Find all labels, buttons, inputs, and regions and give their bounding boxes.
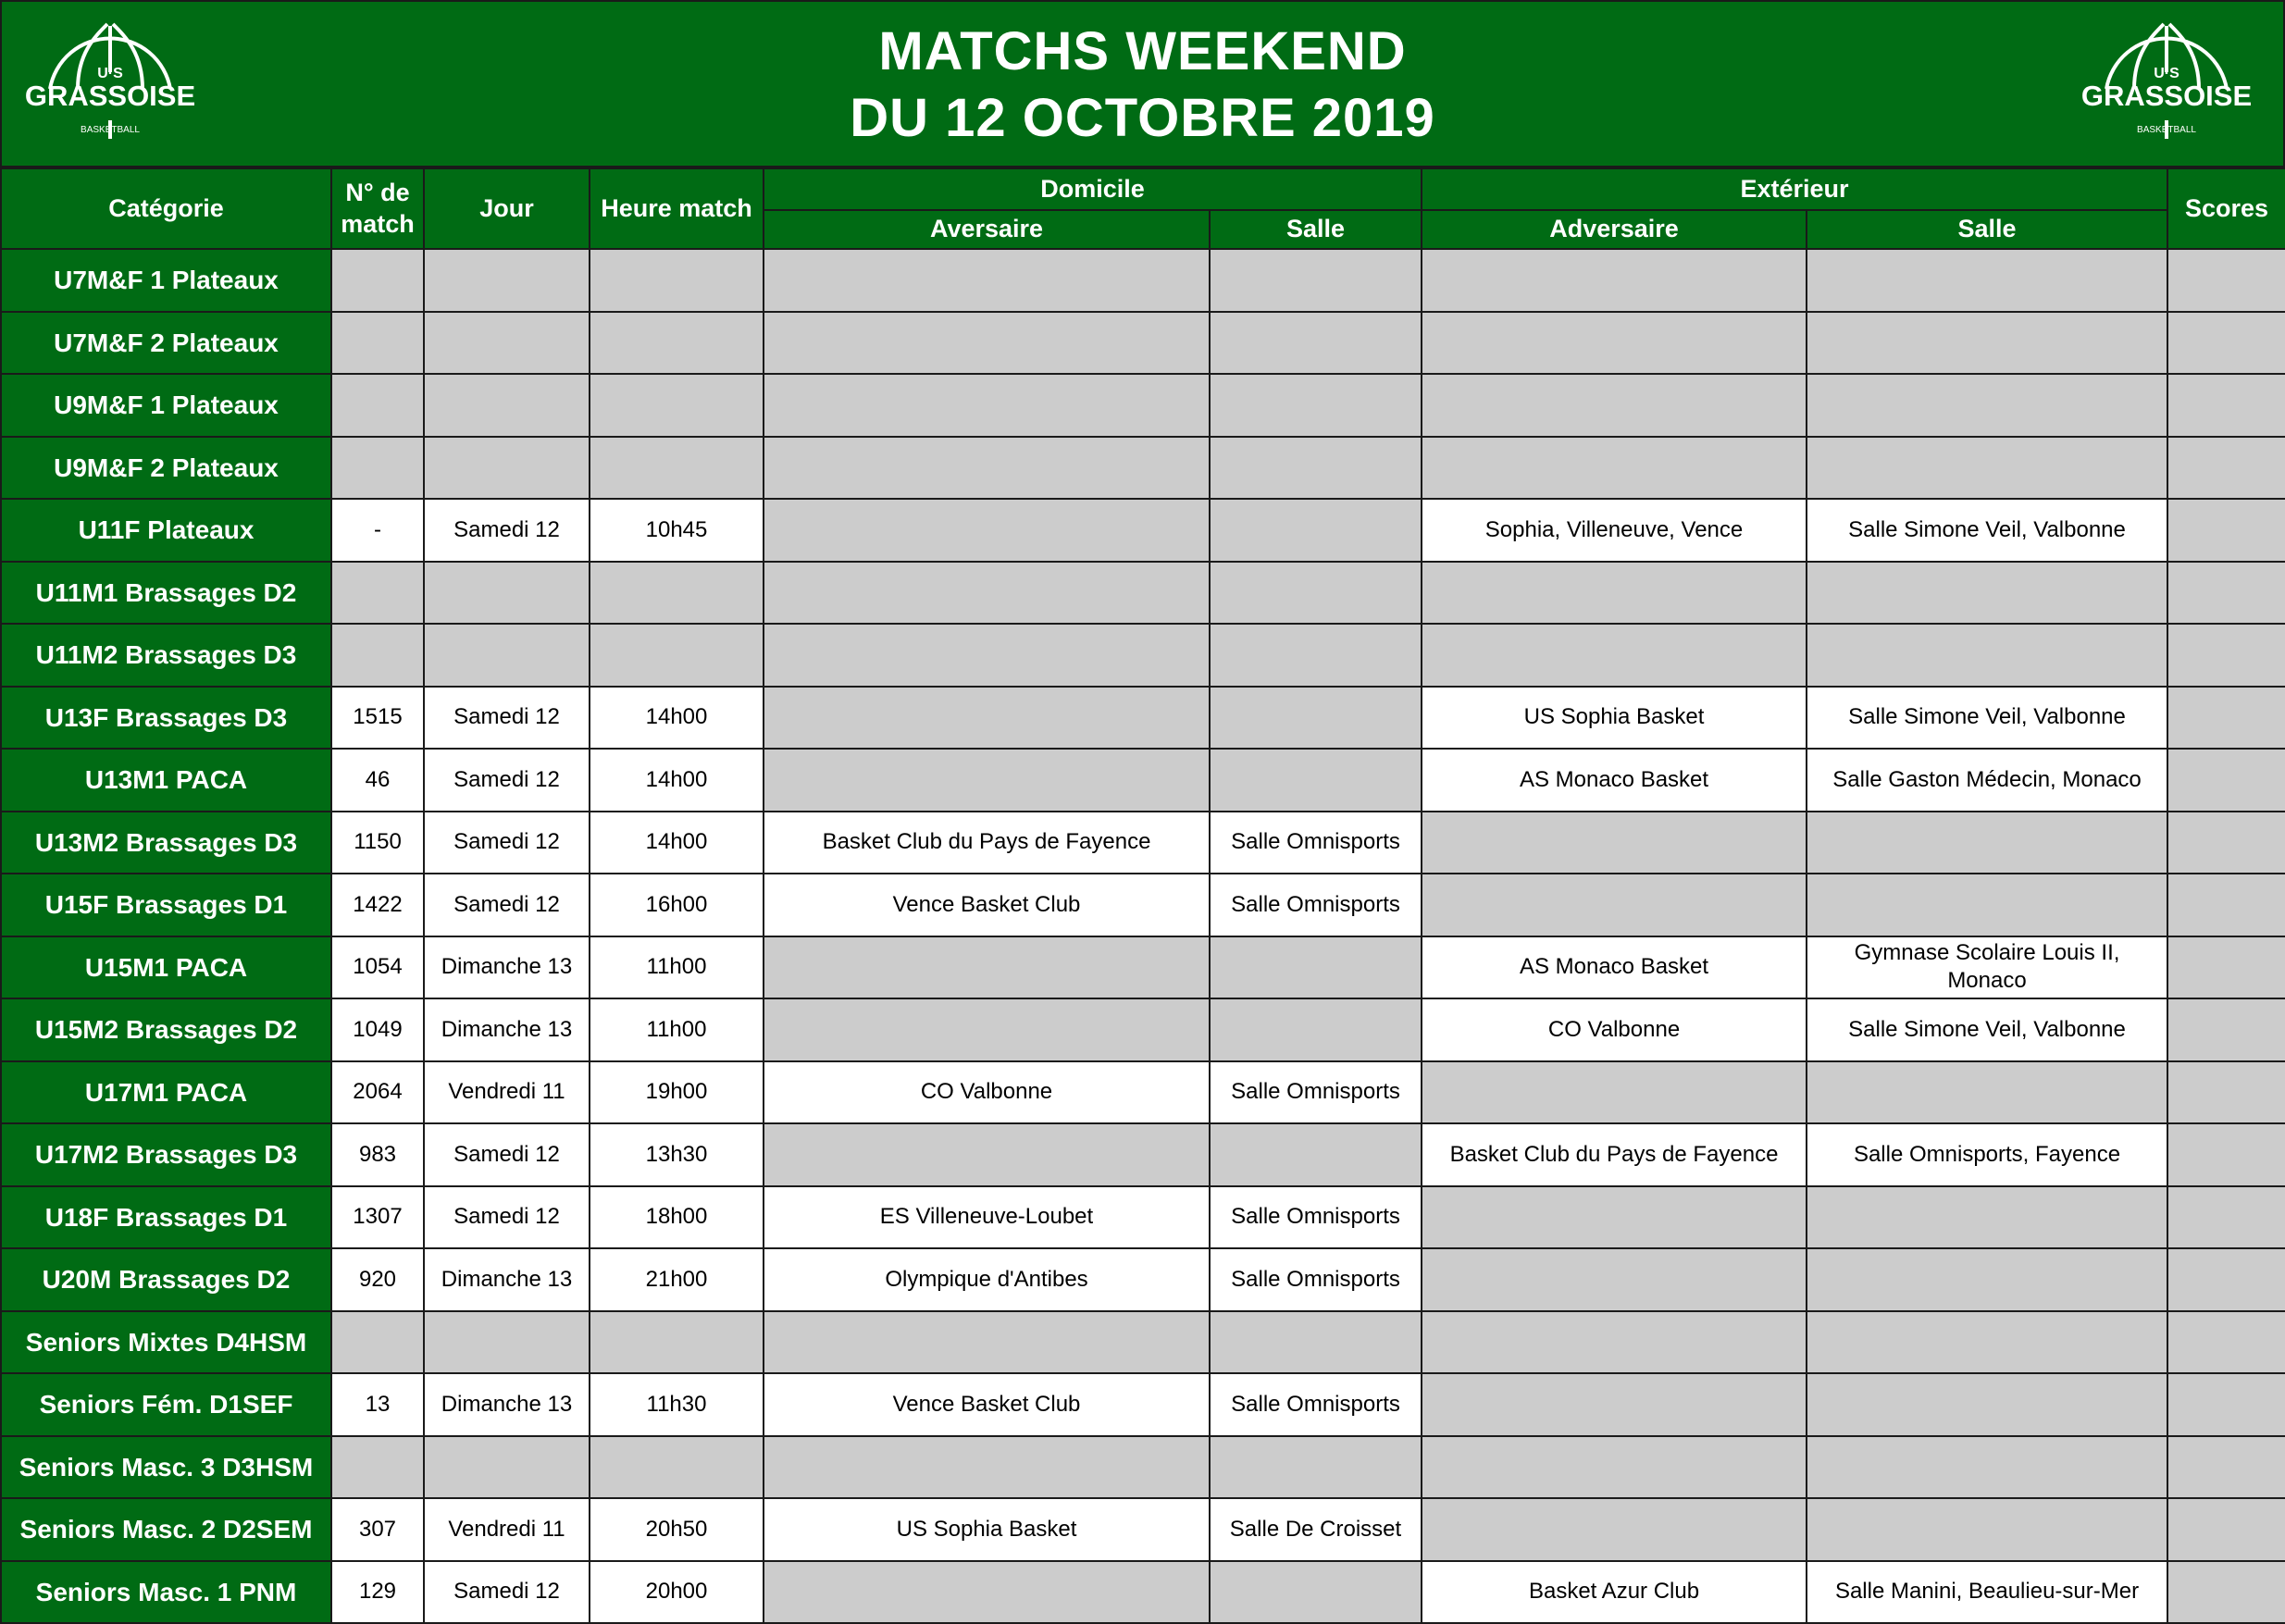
time-cell <box>590 1436 764 1499</box>
logo-club-name: GRASSOISE <box>24 80 196 112</box>
home-opponent-cell: Vence Basket Club <box>764 1373 1210 1436</box>
time-cell: 20h50 <box>590 1498 764 1561</box>
match-number-cell: 2064 <box>331 1061 424 1124</box>
away-opponent-cell: US Sophia Basket <box>1422 687 1807 750</box>
home-venue-cell: Salle Omnisports <box>1210 1186 1422 1249</box>
category-cell: U20M Brassages D2 <box>1 1248 331 1311</box>
score-cell <box>2167 312 2285 375</box>
home-venue-cell: Salle Omnisports <box>1210 1061 1422 1124</box>
score-cell <box>2167 437 2285 500</box>
day-cell: Samedi 12 <box>424 749 590 812</box>
away-venue-cell: Salle Manini, Beaulieu-sur-Mer <box>1807 1561 2167 1624</box>
day-cell <box>424 249 590 312</box>
score-cell <box>2167 812 2285 874</box>
home-venue-cell <box>1210 1123 1422 1186</box>
match-number-cell <box>331 1436 424 1499</box>
away-venue-cell: Salle Simone Veil, Valbonne <box>1807 998 2167 1061</box>
page-title: MATCHS WEEKEND <box>878 21 1407 81</box>
score-cell <box>2167 687 2285 750</box>
time-cell: 13h30 <box>590 1123 764 1186</box>
logo-prefix: U·S <box>97 66 123 81</box>
away-venue-cell <box>1807 374 2167 437</box>
away-venue-cell <box>1807 1248 2167 1311</box>
category-cell: Seniors Mixtes D4HSM <box>1 1311 331 1374</box>
day-cell: Dimanche 13 <box>424 998 590 1061</box>
home-opponent-cell <box>764 1436 1210 1499</box>
home-venue-cell <box>1210 936 1422 999</box>
table-row <box>1 749 2285 812</box>
table-row <box>1 1123 2285 1186</box>
match-number-cell <box>331 1311 424 1374</box>
score-cell <box>2167 1123 2285 1186</box>
category-cell: U11F Plateaux <box>1 499 331 562</box>
day-cell <box>424 1311 590 1374</box>
column-group-domicile: Domicile <box>764 168 1422 210</box>
away-venue-cell <box>1807 562 2167 625</box>
score-cell <box>2167 249 2285 312</box>
day-cell <box>424 624 590 687</box>
score-cell <box>2167 562 2285 625</box>
score-cell <box>2167 1373 2285 1436</box>
away-opponent-cell <box>1422 1436 1807 1499</box>
match-number-cell: 1054 <box>331 936 424 999</box>
home-opponent-cell: US Sophia Basket <box>764 1498 1210 1561</box>
away-opponent-cell <box>1422 312 1807 375</box>
column-group-exterieur: Extérieur <box>1422 168 2167 210</box>
column-header-jour: Jour <box>424 168 590 249</box>
time-cell <box>590 562 764 625</box>
score-cell <box>2167 936 2285 999</box>
home-opponent-cell <box>764 312 1210 375</box>
away-venue-cell <box>1807 1311 2167 1374</box>
away-venue-cell <box>1807 312 2167 375</box>
table-row <box>1 812 2285 874</box>
table-row <box>1 437 2285 500</box>
match-number-cell: 1150 <box>331 812 424 874</box>
away-venue-cell <box>1807 624 2167 687</box>
column-header-exterieur-adversaire: Adversaire <box>1422 210 1807 249</box>
page-subtitle: DU 12 OCTOBRE 2019 <box>850 88 1435 148</box>
home-venue-cell: Salle Omnisports <box>1210 812 1422 874</box>
away-opponent-cell: CO Valbonne <box>1422 998 1807 1061</box>
table-row <box>1 1498 2285 1561</box>
time-cell: 10h45 <box>590 499 764 562</box>
score-cell <box>2167 1436 2285 1499</box>
day-cell: Samedi 12 <box>424 1186 590 1249</box>
day-cell <box>424 374 590 437</box>
home-opponent-cell <box>764 437 1210 500</box>
away-opponent-cell <box>1422 812 1807 874</box>
away-opponent-cell: AS Monaco Basket <box>1422 936 1807 999</box>
away-venue-cell <box>1807 874 2167 936</box>
category-cell: U13M1 PACA <box>1 749 331 812</box>
match-number-cell: 920 <box>331 1248 424 1311</box>
away-opponent-cell <box>1422 437 1807 500</box>
match-number-cell: 307 <box>331 1498 424 1561</box>
day-cell <box>424 312 590 375</box>
category-cell: Seniors Masc. 1 PNM <box>1 1561 331 1624</box>
table-row <box>1 998 2285 1061</box>
day-cell: Dimanche 13 <box>424 936 590 999</box>
away-venue-cell: Salle Omnisports, Fayence <box>1807 1123 2167 1186</box>
home-venue-cell <box>1210 1436 1422 1499</box>
logo-club-name: GRASSOISE <box>2080 80 2253 112</box>
day-cell: Vendredi 11 <box>424 1498 590 1561</box>
away-venue-cell: Salle Simone Veil, Valbonne <box>1807 687 2167 750</box>
away-opponent-cell: AS Monaco Basket <box>1422 749 1807 812</box>
table-row <box>1 249 2285 312</box>
score-cell <box>2167 499 2285 562</box>
score-cell <box>2167 998 2285 1061</box>
basketball-icon <box>2079 17 2254 146</box>
away-opponent-cell: Sophia, Villeneuve, Vence <box>1422 499 1807 562</box>
away-venue-cell: Gymnase Scolaire Louis II, Monaco <box>1807 936 2167 999</box>
match-number-cell <box>331 562 424 625</box>
score-cell <box>2167 1248 2285 1311</box>
category-cell: Seniors Fém. D1SEF <box>1 1373 331 1436</box>
match-number-cell <box>331 249 424 312</box>
match-number-cell: 1422 <box>331 874 424 936</box>
table-row <box>1 1248 2285 1311</box>
away-opponent-cell: Basket Club du Pays de Fayence <box>1422 1123 1807 1186</box>
home-opponent-cell <box>764 1561 1210 1624</box>
time-cell: 19h00 <box>590 1061 764 1124</box>
home-venue-cell: Salle Omnisports <box>1210 1373 1422 1436</box>
day-cell <box>424 562 590 625</box>
score-cell <box>2167 1498 2285 1561</box>
category-cell: U7M&F 2 Plateaux <box>1 312 331 375</box>
score-cell <box>2167 874 2285 936</box>
day-cell: Samedi 12 <box>424 687 590 750</box>
day-cell: Samedi 12 <box>424 812 590 874</box>
category-cell: Seniors Masc. 3 D3HSM <box>1 1436 331 1499</box>
column-header-exterieur-salle: Salle <box>1807 210 2167 249</box>
home-venue-cell: Salle Omnisports <box>1210 874 1422 936</box>
home-venue-cell: Salle De Croisset <box>1210 1498 1422 1561</box>
home-venue-cell <box>1210 1561 1422 1624</box>
home-opponent-cell <box>764 249 1210 312</box>
category-cell: U15M1 PACA <box>1 936 331 999</box>
time-cell <box>590 1311 764 1374</box>
table-row <box>1 936 2285 999</box>
match-number-cell <box>331 437 424 500</box>
table-row <box>1 312 2285 375</box>
day-cell <box>424 437 590 500</box>
day-cell <box>424 1436 590 1499</box>
home-opponent-cell: Vence Basket Club <box>764 874 1210 936</box>
match-number-cell <box>331 312 424 375</box>
table-row <box>1 1436 2285 1499</box>
score-cell <box>2167 1561 2285 1624</box>
table-row <box>1 1311 2285 1374</box>
category-cell: U13M2 Brassages D3 <box>1 812 331 874</box>
column-header-domicile-salle: Salle <box>1210 210 1422 249</box>
home-venue-cell: Salle Omnisports <box>1210 1248 1422 1311</box>
category-cell: U11M2 Brassages D3 <box>1 624 331 687</box>
away-venue-cell <box>1807 1373 2167 1436</box>
day-cell: Samedi 12 <box>424 874 590 936</box>
home-opponent-cell: ES Villeneuve-Loubet <box>764 1186 1210 1249</box>
time-cell: 16h00 <box>590 874 764 936</box>
time-cell: 14h00 <box>590 812 764 874</box>
score-cell <box>2167 1311 2285 1374</box>
time-cell: 21h00 <box>590 1248 764 1311</box>
time-cell <box>590 249 764 312</box>
score-cell <box>2167 1186 2285 1249</box>
day-cell: Dimanche 13 <box>424 1248 590 1311</box>
away-venue-cell: Salle Simone Veil, Valbonne <box>1807 499 2167 562</box>
category-cell: U13F Brassages D3 <box>1 687 331 750</box>
column-header-domicile-adversaire: Aversaire <box>764 210 1210 249</box>
home-opponent-cell <box>764 499 1210 562</box>
time-cell: 11h00 <box>590 998 764 1061</box>
match-number-cell: 129 <box>331 1561 424 1624</box>
home-opponent-cell <box>764 562 1210 625</box>
away-opponent-cell <box>1422 874 1807 936</box>
day-cell: Samedi 12 <box>424 499 590 562</box>
away-opponent-cell <box>1422 374 1807 437</box>
time-cell: 14h00 <box>590 687 764 750</box>
table-row <box>1 374 2285 437</box>
match-number-cell: 1515 <box>331 687 424 750</box>
table-row <box>1 1061 2285 1124</box>
away-venue-cell <box>1807 812 2167 874</box>
day-cell: Vendredi 11 <box>424 1061 590 1124</box>
match-number-cell: 13 <box>331 1373 424 1436</box>
category-cell: U15M2 Brassages D2 <box>1 998 331 1061</box>
table-row <box>1 874 2285 936</box>
category-cell: U17M2 Brassages D3 <box>1 1123 331 1186</box>
time-cell: 14h00 <box>590 749 764 812</box>
time-cell <box>590 624 764 687</box>
column-header-numero: N° de match <box>331 168 424 249</box>
home-venue-cell <box>1210 499 1422 562</box>
home-opponent-cell: Basket Club du Pays de Fayence <box>764 812 1210 874</box>
match-number-cell <box>331 624 424 687</box>
away-opponent-cell <box>1422 624 1807 687</box>
home-opponent-cell <box>764 1311 1210 1374</box>
home-venue-cell <box>1210 437 1422 500</box>
table-row <box>1 1186 2285 1249</box>
table-row <box>1 1561 2285 1624</box>
away-venue-cell <box>1807 249 2167 312</box>
match-number-cell: 46 <box>331 749 424 812</box>
table-row <box>1 624 2285 687</box>
home-opponent-cell <box>764 749 1210 812</box>
home-venue-cell <box>1210 749 1422 812</box>
time-cell: 20h00 <box>590 1561 764 1624</box>
away-opponent-cell <box>1422 249 1807 312</box>
away-opponent-cell <box>1422 1373 1807 1436</box>
home-venue-cell <box>1210 624 1422 687</box>
category-cell: Seniors Masc. 2 D2SEM <box>1 1498 331 1561</box>
time-cell <box>590 437 764 500</box>
away-venue-cell <box>1807 1498 2167 1561</box>
category-cell: U9M&F 2 Plateaux <box>1 437 331 500</box>
time-cell: 11h00 <box>590 936 764 999</box>
day-cell: Dimanche 13 <box>424 1373 590 1436</box>
day-cell: Samedi 12 <box>424 1123 590 1186</box>
match-number-cell: - <box>331 499 424 562</box>
home-opponent-cell <box>764 687 1210 750</box>
logo-sport: BASKETBALL <box>81 125 140 135</box>
match-number-cell: 1307 <box>331 1186 424 1249</box>
away-venue-cell: Salle Gaston Médecin, Monaco <box>1807 749 2167 812</box>
time-cell: 18h00 <box>590 1186 764 1249</box>
table-row <box>1 1373 2285 1436</box>
away-opponent-cell <box>1422 562 1807 625</box>
home-opponent-cell <box>764 374 1210 437</box>
home-opponent-cell <box>764 1123 1210 1186</box>
category-cell: U7M&F 1 Plateaux <box>1 249 331 312</box>
table-row <box>1 499 2285 562</box>
score-cell <box>2167 624 2285 687</box>
home-opponent-cell <box>764 936 1210 999</box>
title-banner <box>0 0 2285 167</box>
day-cell: Samedi 12 <box>424 1561 590 1624</box>
club-logo <box>2079 17 2254 146</box>
column-header-scores: Scores <box>2167 168 2285 249</box>
time-cell: 11h30 <box>590 1373 764 1436</box>
home-venue-cell <box>1210 998 1422 1061</box>
category-cell: U17M1 PACA <box>1 1061 331 1124</box>
column-header-heure: Heure match <box>590 168 764 249</box>
home-opponent-cell: Olympique d'Antibes <box>764 1248 1210 1311</box>
away-venue-cell <box>1807 1061 2167 1124</box>
logo-prefix: U·S <box>2154 66 2179 81</box>
score-cell <box>2167 374 2285 437</box>
category-cell: U11M1 Brassages D2 <box>1 562 331 625</box>
home-venue-cell <box>1210 312 1422 375</box>
home-venue-cell <box>1210 249 1422 312</box>
away-opponent-cell <box>1422 1186 1807 1249</box>
logo-sport: BASKETBALL <box>2137 125 2196 135</box>
away-opponent-cell <box>1422 1311 1807 1374</box>
home-opponent-cell: CO Valbonne <box>764 1061 1210 1124</box>
away-venue-cell <box>1807 1436 2167 1499</box>
match-rows <box>1 249 2285 1623</box>
score-cell <box>2167 749 2285 812</box>
away-opponent-cell <box>1422 1498 1807 1561</box>
match-number-cell: 1049 <box>331 998 424 1061</box>
match-number-cell: 983 <box>331 1123 424 1186</box>
table-row <box>1 562 2285 625</box>
home-venue-cell <box>1210 687 1422 750</box>
column-header-categorie: Catégorie <box>1 168 331 249</box>
away-opponent-cell <box>1422 1248 1807 1311</box>
home-opponent-cell <box>764 998 1210 1061</box>
time-cell <box>590 312 764 375</box>
away-opponent-cell: Basket Azur Club <box>1422 1561 1807 1624</box>
away-venue-cell <box>1807 1186 2167 1249</box>
home-venue-cell <box>1210 562 1422 625</box>
category-cell: U15F Brassages D1 <box>1 874 331 936</box>
time-cell <box>590 374 764 437</box>
home-venue-cell <box>1210 1311 1422 1374</box>
away-venue-cell <box>1807 437 2167 500</box>
match-number-cell <box>331 374 424 437</box>
away-opponent-cell <box>1422 1061 1807 1124</box>
category-cell: U9M&F 1 Plateaux <box>1 374 331 437</box>
score-cell <box>2167 1061 2285 1124</box>
home-opponent-cell <box>764 624 1210 687</box>
match-table <box>0 167 2285 1624</box>
home-venue-cell <box>1210 374 1422 437</box>
category-cell: U18F Brassages D1 <box>1 1186 331 1249</box>
table-row <box>1 687 2285 750</box>
